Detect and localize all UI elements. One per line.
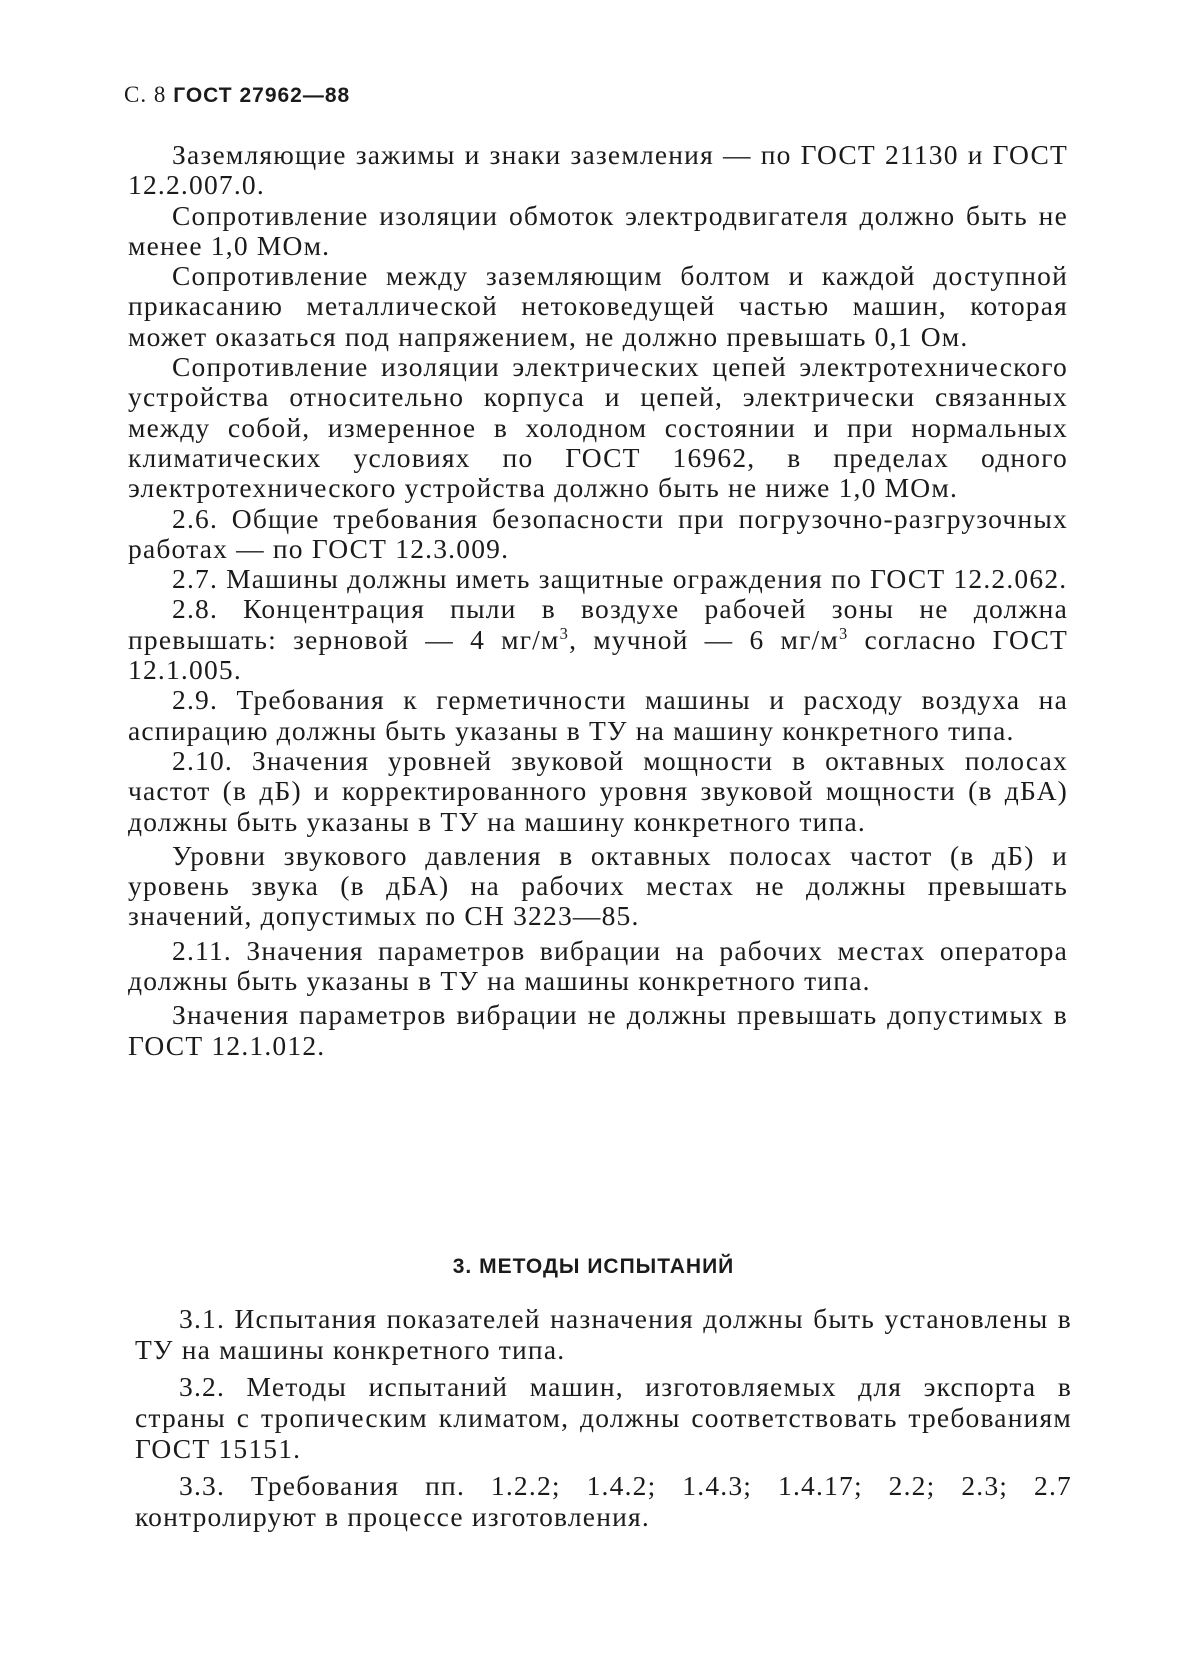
paragraph-2-10: 2.10. Значения уровней звуковой мощности в октавных полосах частот (в дБ) и корректированного уровня звуковой мощности (в дБА) должны быть указаны в ТУ на машину конкретного типа.	[128, 744, 1068, 837]
paragraph-grounding-clamps: Заземляющие зажимы и знаки заземления — по ГОСТ 21130 и ГОСТ 12.2.007.0.	[128, 139, 1068, 201]
paragraph-3-2: 3.2. Методы испытаний машин, изготовляемых для экспорта в страны с тропическим климатом, должны соответствовать требованиям ГОСТ 15151.	[135, 1371, 1072, 1464]
page-number: С. 8	[124, 82, 167, 107]
paragraph-2-11: 2.11. Значения параметров вибрации на рабочих местах оператора должны быть указаны в ТУ на машины конкретного типа.	[128, 934, 1068, 997]
paragraph-vibration-limits: Значения параметров вибрации не должны превышать допустимых в ГОСТ 12.1.012.	[128, 999, 1068, 1061]
paragraph-3-3: 3.3. Требования пп. 1.2.2; 1.4.2; 1.4.3; 1.4.17; 2.2; 2.3; 2.7 контролируют в процессе изготовления.	[135, 1470, 1072, 1532]
p28-tail: согласно ГОСТ 12.1.005.	[128, 623, 1068, 686]
paragraph-3-1: 3.1. Испытания показателей назначения должны быть установлены в ТУ на машины конкретного типа.	[135, 1303, 1072, 1365]
standard-code: ГОСТ 27962—88	[173, 84, 351, 107]
paragraph-sound-pressure: Уровни звукового давления в октавных полосах частот (в дБ) и уровень звука (в дБА) на рабочих местах не должны превышать значений, допустимых по СН 3223—85.	[128, 839, 1068, 932]
paragraph-ground-bolt-resistance: Сопротивление между заземляющим болтом и каждой доступной прикасанию металлической нетоковедущей частью машин, которая может оказаться под напряжением, не должно превышать 0,1 Ом.	[128, 260, 1068, 352]
p28-sup-2: 3	[839, 623, 849, 643]
p28-sup-1: 3	[559, 623, 570, 643]
paragraph-2-9: 2.9. Требования к герметичности машины и расходу воздуха на аспирацию должны быть указаны в ТУ на машину конкретного типа.	[128, 684, 1068, 746]
paragraph-winding-insulation: Сопротивление изоляции обмоток электродвигателя должно быть не менее 1,0 МОм.	[128, 199, 1068, 261]
paragraph-2-8	[128, 594, 1068, 685]
section-2-body	[128, 140, 1068, 1061]
page-header	[124, 82, 350, 108]
section-3-body	[135, 1303, 1072, 1538]
section-3-title: 3. МЕТОДЫ ИСПЫТАНИЙ	[452, 1255, 735, 1278]
paragraph-2-6: 2.6. Общие требования безопасности при погрузочно-разгрузочных работах — по ГОСТ 12.3.009.	[128, 502, 1068, 564]
paragraph-2-7: 2.7. Машины должны иметь защитные ограждения по ГОСТ 12.2.062.	[172, 563, 1068, 595]
paragraph-circuit-insulation: Сопротивление изоляции электрических цепей электротехнического устройства относительно корпуса и цепей, электрически связанных между собой, измеренное в холодном состоянии и при нормальных климатических условиях по ГОСТ 16962, в пределах одного электротехнического устройства должно быть не ниже 1,0 МОм.	[128, 351, 1068, 504]
p28-lead: 2.8. Концентрация пыли в воздухе рабочей зоны не должна превышать: зерновой — 4 мг/м	[128, 593, 1068, 655]
p28-mid: , мучной — 6 мг/м	[569, 623, 839, 655]
